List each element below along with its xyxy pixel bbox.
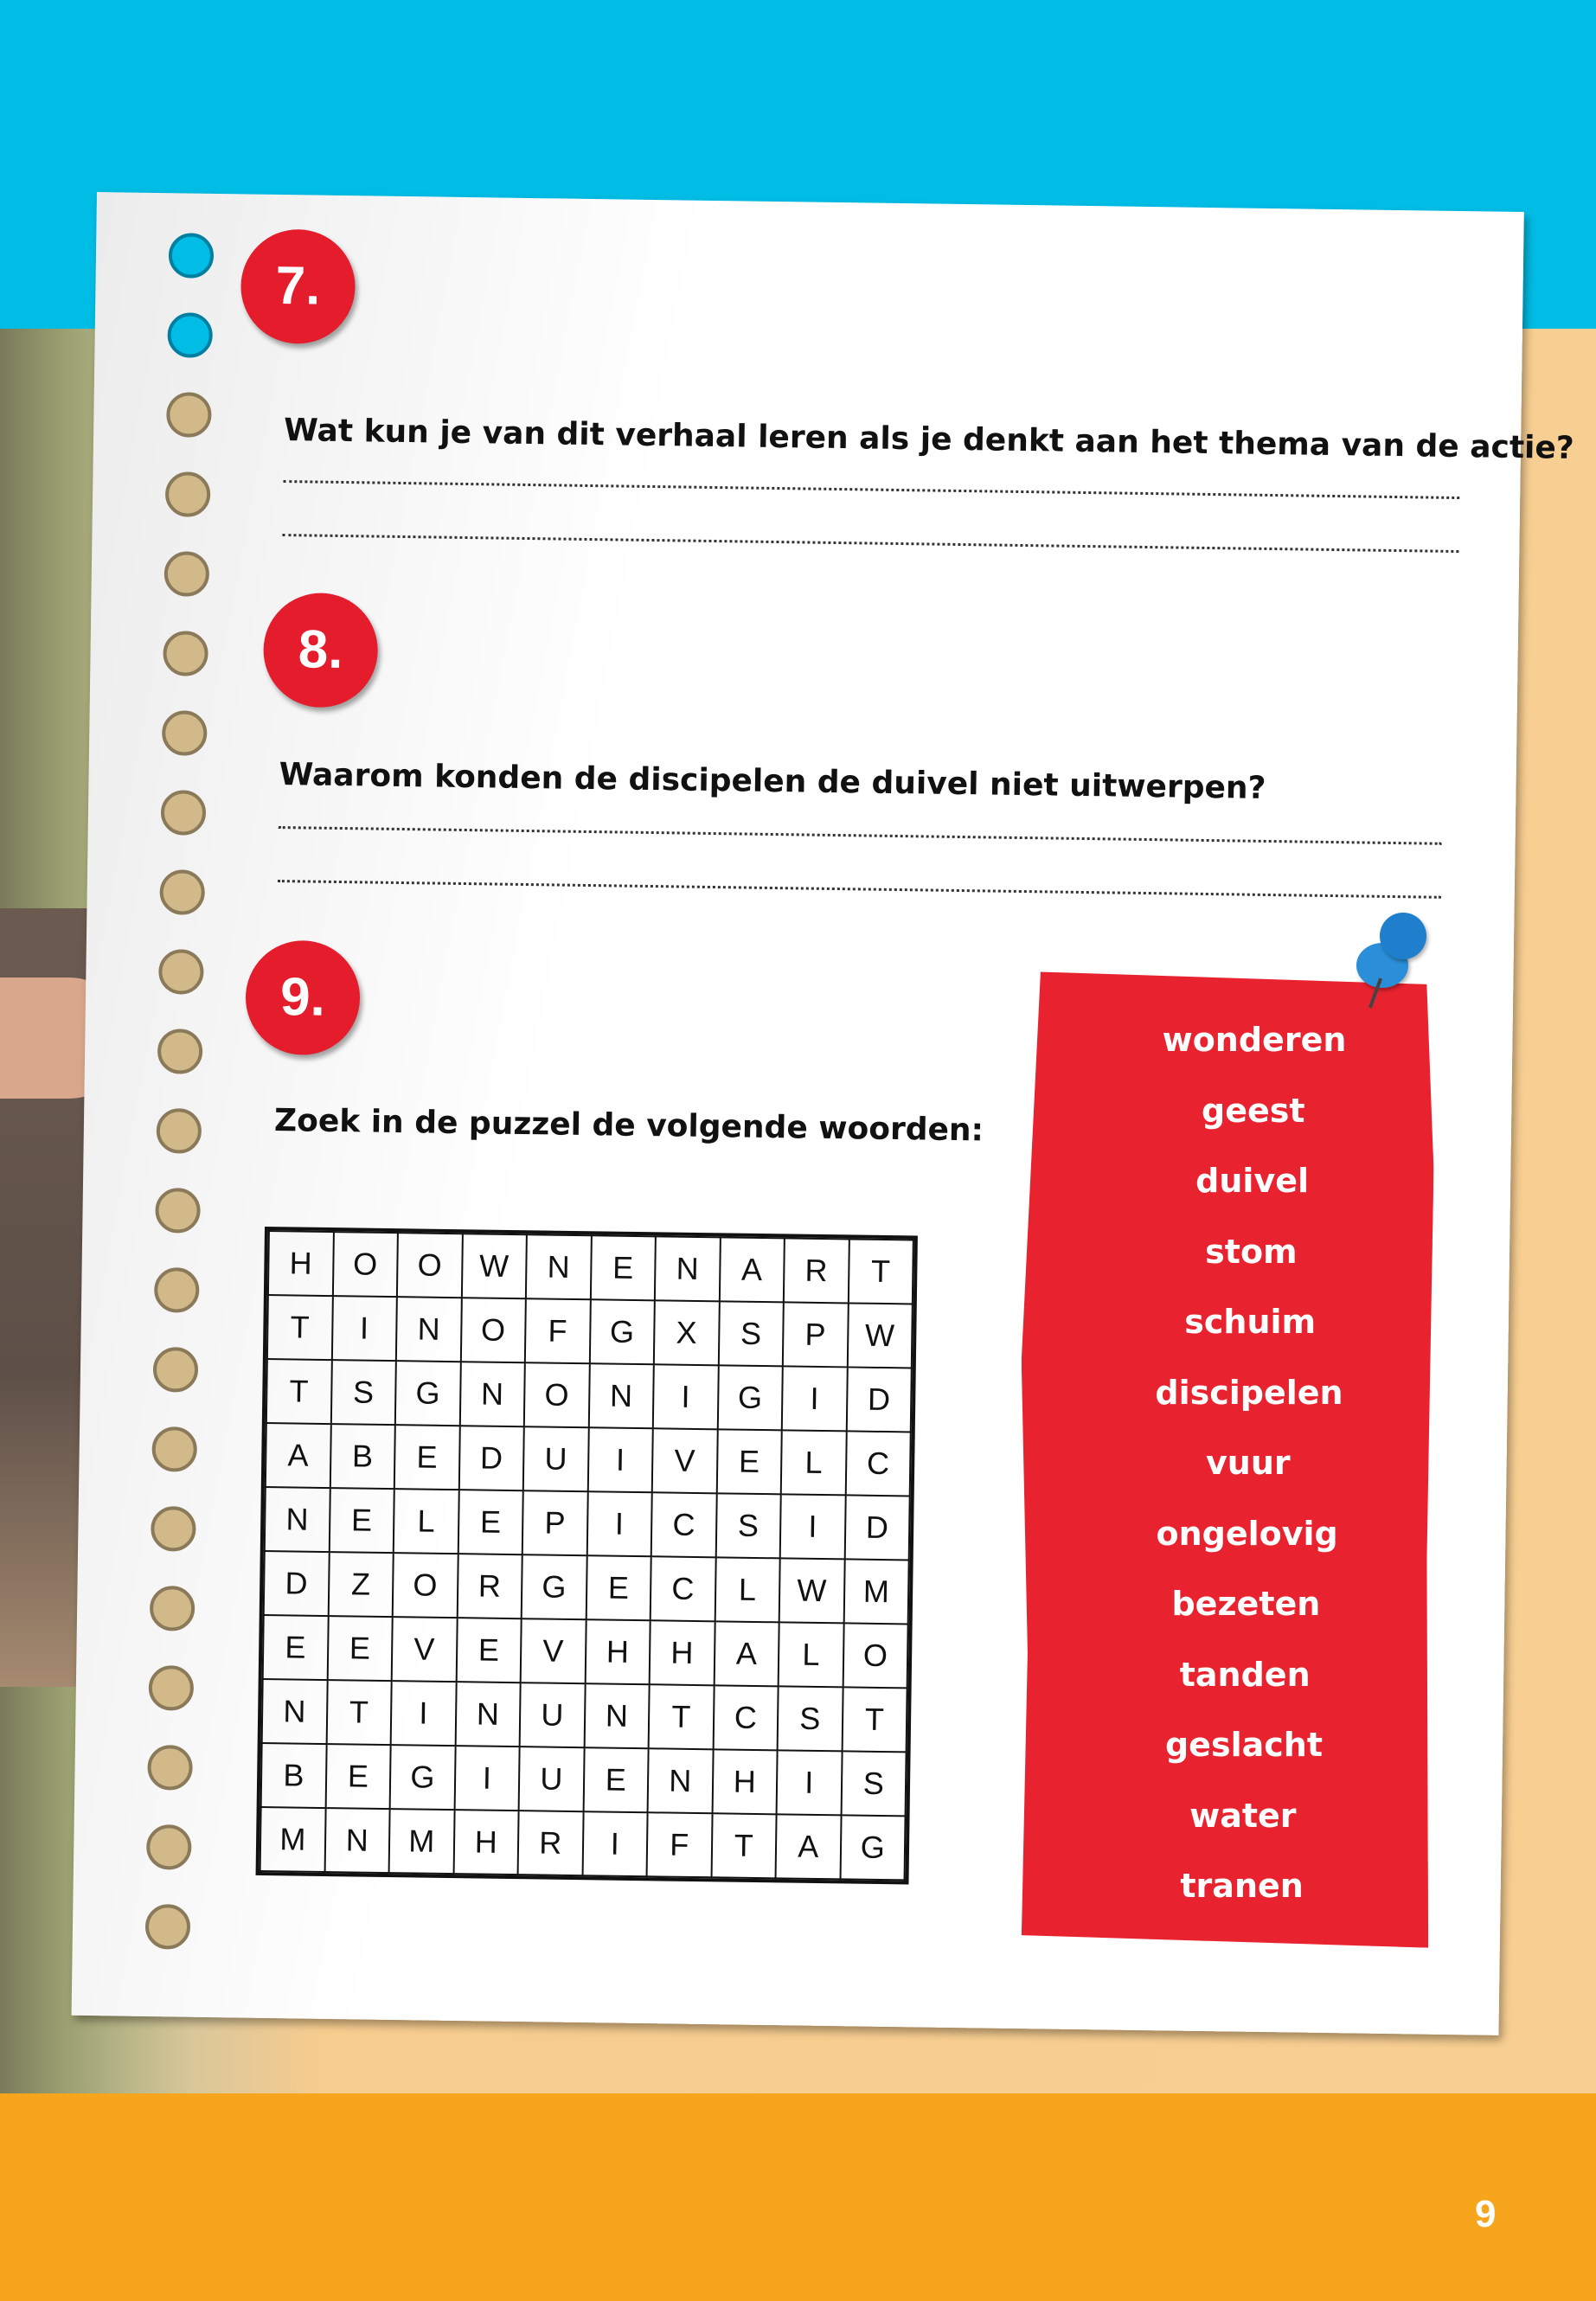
puzzle-cell[interactable]: V: [521, 1618, 586, 1683]
word-list-item: duivel: [1195, 1162, 1310, 1200]
puzzle-cell[interactable]: G: [390, 1745, 456, 1810]
puzzle-cell[interactable]: D: [846, 1367, 912, 1432]
puzzle-cell[interactable]: N: [526, 1234, 592, 1299]
binder-hole: [156, 1108, 202, 1154]
puzzle-row: [264, 1551, 909, 1624]
question-9: Zoek in de puzzel de volgende woorden:: [273, 1102, 984, 1149]
binder-hole: [149, 1665, 195, 1711]
puzzle-row: [260, 1807, 906, 1880]
puzzle-cell[interactable]: D: [458, 1426, 524, 1490]
binder-hole: [146, 1824, 192, 1870]
puzzle-cell[interactable]: I: [331, 1296, 397, 1361]
binder-hole: [151, 1506, 196, 1552]
puzzle-cell[interactable]: S: [330, 1360, 396, 1425]
puzzle-cell[interactable]: O: [393, 1553, 458, 1618]
answer-line[interactable]: [283, 480, 1459, 499]
pushpin-head: [1380, 913, 1426, 959]
puzzle-grid: [260, 1230, 914, 1881]
binder-hole: [147, 1745, 193, 1791]
word-list-item: geslacht: [1164, 1726, 1323, 1764]
answer-line[interactable]: [278, 880, 1441, 899]
puzzle-cell[interactable]: A: [719, 1237, 785, 1302]
puzzle-cell[interactable]: E: [458, 1490, 523, 1554]
puzzle-cell[interactable]: M: [843, 1559, 909, 1624]
puzzle-cell[interactable]: H: [712, 1749, 778, 1814]
binder-hole: [154, 1267, 200, 1313]
binder-hole: [169, 233, 215, 279]
puzzle-cell[interactable]: N: [455, 1682, 521, 1747]
puzzle-cell[interactable]: I: [653, 1364, 719, 1429]
puzzle-cell[interactable]: I: [391, 1681, 457, 1746]
puzzle-cell[interactable]: R: [518, 1811, 584, 1875]
puzzle-cell[interactable]: C: [713, 1685, 779, 1750]
puzzle-cell[interactable]: E: [586, 1555, 651, 1620]
word-list-item: water: [1189, 1796, 1297, 1835]
puzzle-cell[interactable]: I: [777, 1750, 843, 1815]
binder-hole: [162, 710, 208, 756]
puzzle-cell[interactable]: T: [266, 1359, 332, 1424]
section-number-7: 7.: [240, 228, 356, 344]
puzzle-cell[interactable]: N: [396, 1297, 462, 1362]
binder-hole: [166, 392, 212, 438]
binder-hole: [150, 1586, 195, 1631]
word-list-item: geest: [1202, 1091, 1305, 1130]
puzzle-cell[interactable]: T: [848, 1239, 913, 1304]
puzzle-cell[interactable]: V: [392, 1617, 458, 1682]
puzzle-row: [268, 1231, 913, 1304]
binder-hole: [165, 471, 211, 517]
puzzle-cell[interactable]: T: [267, 1295, 333, 1360]
puzzle-cell[interactable]: T: [326, 1680, 392, 1745]
word-list-item: vuur: [1206, 1444, 1291, 1482]
puzzle-row: [266, 1423, 911, 1496]
puzzle-cell[interactable]: I: [587, 1427, 653, 1492]
puzzle-cell[interactable]: N: [655, 1236, 721, 1301]
puzzle-cell[interactable]: N: [262, 1679, 328, 1744]
puzzle-cell[interactable]: E: [329, 1488, 394, 1553]
puzzle-cell[interactable]: N: [265, 1487, 330, 1552]
puzzle-cell[interactable]: U: [520, 1682, 586, 1747]
puzzle-cell[interactable]: A: [776, 1814, 842, 1879]
word-list-item: stom: [1205, 1232, 1298, 1271]
binder-hole: [163, 631, 208, 676]
puzzle-cell[interactable]: S: [715, 1493, 781, 1558]
puzzle-cell[interactable]: E: [456, 1618, 522, 1682]
puzzle-cell[interactable]: P: [783, 1302, 849, 1367]
puzzle-cell[interactable]: W: [847, 1303, 913, 1368]
puzzle-cell[interactable]: W: [461, 1234, 527, 1298]
binder-hole: [153, 1347, 199, 1393]
puzzle-cell[interactable]: H: [585, 1619, 651, 1684]
puzzle-cell[interactable]: S: [778, 1686, 843, 1751]
puzzle-cell[interactable]: H: [453, 1810, 519, 1875]
binder-hole: [167, 312, 213, 358]
puzzle-cell[interactable]: L: [715, 1557, 780, 1622]
question-8: Waarom konden de discipelen de duivel niet uitwerpen?: [279, 757, 1266, 806]
puzzle-row: [265, 1487, 910, 1560]
puzzle-cell[interactable]: S: [718, 1301, 784, 1366]
binder-hole: [158, 949, 204, 995]
puzzle-cell[interactable]: O: [397, 1233, 463, 1298]
puzzle-row: [266, 1359, 912, 1432]
puzzle-cell[interactable]: C: [651, 1492, 717, 1557]
puzzle-cell[interactable]: E: [263, 1615, 329, 1680]
puzzle-cell[interactable]: N: [324, 1808, 390, 1873]
word-list-item: tranen: [1180, 1867, 1304, 1905]
puzzle-cell[interactable]: R: [457, 1554, 522, 1618]
puzzle-cell[interactable]: D: [844, 1495, 910, 1560]
puzzle-cell[interactable]: C: [845, 1431, 911, 1496]
word-list-item: schuim: [1184, 1303, 1317, 1341]
binder-hole: [159, 869, 205, 915]
puzzle-cell[interactable]: U: [519, 1747, 585, 1811]
puzzle-cell[interactable]: F: [647, 1812, 713, 1877]
puzzle-cell[interactable]: I: [782, 1366, 848, 1431]
puzzle-cell[interactable]: G: [840, 1815, 906, 1880]
puzzle-cell[interactable]: X: [654, 1300, 720, 1365]
puzzle-cell[interactable]: S: [841, 1751, 907, 1816]
puzzle-cell[interactable]: E: [583, 1747, 649, 1812]
puzzle-cell[interactable]: P: [522, 1490, 588, 1555]
puzzle-row: [261, 1743, 907, 1816]
puzzle-row: [263, 1615, 908, 1688]
puzzle-cell[interactable]: L: [394, 1489, 459, 1554]
binder-hole: [155, 1188, 201, 1234]
puzzle-cell[interactable]: H: [268, 1231, 334, 1296]
section-number-9: 9.: [245, 939, 361, 1055]
puzzle-row: [267, 1295, 913, 1368]
word-search-puzzle: [256, 1227, 918, 1884]
puzzle-cell[interactable]: I: [454, 1746, 520, 1811]
binder-hole: [157, 1029, 203, 1074]
puzzle-cell[interactable]: T: [649, 1684, 715, 1749]
puzzle-cell[interactable]: D: [264, 1551, 330, 1616]
puzzle-cell[interactable]: I: [586, 1491, 652, 1556]
puzzle-cell[interactable]: E: [716, 1429, 782, 1494]
binder-hole: [145, 1904, 191, 1950]
puzzle-cell[interactable]: L: [781, 1430, 847, 1495]
puzzle-cell[interactable]: B: [261, 1743, 327, 1808]
puzzle-cell[interactable]: E: [327, 1616, 393, 1681]
word-list-item: bezeten: [1171, 1585, 1321, 1623]
puzzle-cell[interactable]: T: [711, 1813, 777, 1878]
puzzle-cell[interactable]: M: [260, 1807, 326, 1872]
puzzle-cell[interactable]: G: [589, 1299, 655, 1364]
puzzle-cell[interactable]: L: [779, 1622, 844, 1687]
page-number: 9: [1475, 2193, 1497, 2235]
puzzle-cell[interactable]: N: [584, 1683, 650, 1748]
puzzle-cell[interactable]: I: [582, 1811, 648, 1876]
puzzle-cell[interactable]: M: [389, 1809, 455, 1874]
puzzle-cell[interactable]: G: [395, 1361, 461, 1426]
puzzle-cell[interactable]: O: [843, 1623, 908, 1688]
puzzle-cell[interactable]: E: [394, 1425, 460, 1490]
puzzle-cell[interactable]: Z: [328, 1552, 394, 1617]
answer-line[interactable]: [279, 826, 1442, 845]
puzzle-cell[interactable]: E: [590, 1235, 656, 1300]
puzzle-row: [262, 1679, 907, 1752]
answer-line[interactable]: [282, 534, 1458, 553]
puzzle-cell[interactable]: O: [524, 1362, 590, 1427]
puzzle-cell[interactable]: I: [780, 1494, 846, 1559]
puzzle-cell[interactable]: U: [523, 1426, 589, 1491]
puzzle-cell[interactable]: H: [650, 1620, 715, 1685]
puzzle-cell[interactable]: N: [459, 1362, 525, 1426]
word-list-item: ongelovig: [1156, 1514, 1338, 1553]
question-7: Wat kun je van dit verhaal leren als je denkt aan het thema van de actie?: [283, 413, 1575, 466]
footer-band: [0, 2093, 1596, 2301]
puzzle-cell[interactable]: V: [652, 1428, 718, 1493]
puzzle-cell[interactable]: R: [784, 1238, 849, 1303]
word-list-item: wonderen: [1162, 1021, 1347, 1059]
puzzle-cell[interactable]: O: [460, 1298, 526, 1362]
puzzle-cell[interactable]: E: [325, 1744, 391, 1809]
puzzle-cell[interactable]: A: [714, 1621, 779, 1686]
puzzle-cell[interactable]: G: [522, 1554, 587, 1619]
puzzle-cell[interactable]: O: [332, 1232, 398, 1297]
puzzle-cell[interactable]: N: [588, 1363, 654, 1428]
puzzle-cell[interactable]: B: [330, 1424, 395, 1489]
word-list-item: tanden: [1179, 1655, 1311, 1694]
puzzle-cell[interactable]: W: [779, 1558, 845, 1623]
binder-hole: [163, 551, 209, 597]
word-list-item: discipelen: [1155, 1373, 1343, 1412]
puzzle-cell[interactable]: G: [717, 1365, 783, 1430]
puzzle-cell[interactable]: T: [842, 1687, 907, 1752]
binder-hole: [161, 790, 207, 836]
binder-hole: [151, 1426, 197, 1472]
puzzle-cell[interactable]: A: [266, 1423, 331, 1488]
section-number-8: 8.: [263, 593, 379, 708]
puzzle-cell[interactable]: F: [525, 1298, 591, 1363]
puzzle-cell[interactable]: C: [651, 1556, 716, 1621]
puzzle-cell[interactable]: N: [648, 1748, 714, 1813]
